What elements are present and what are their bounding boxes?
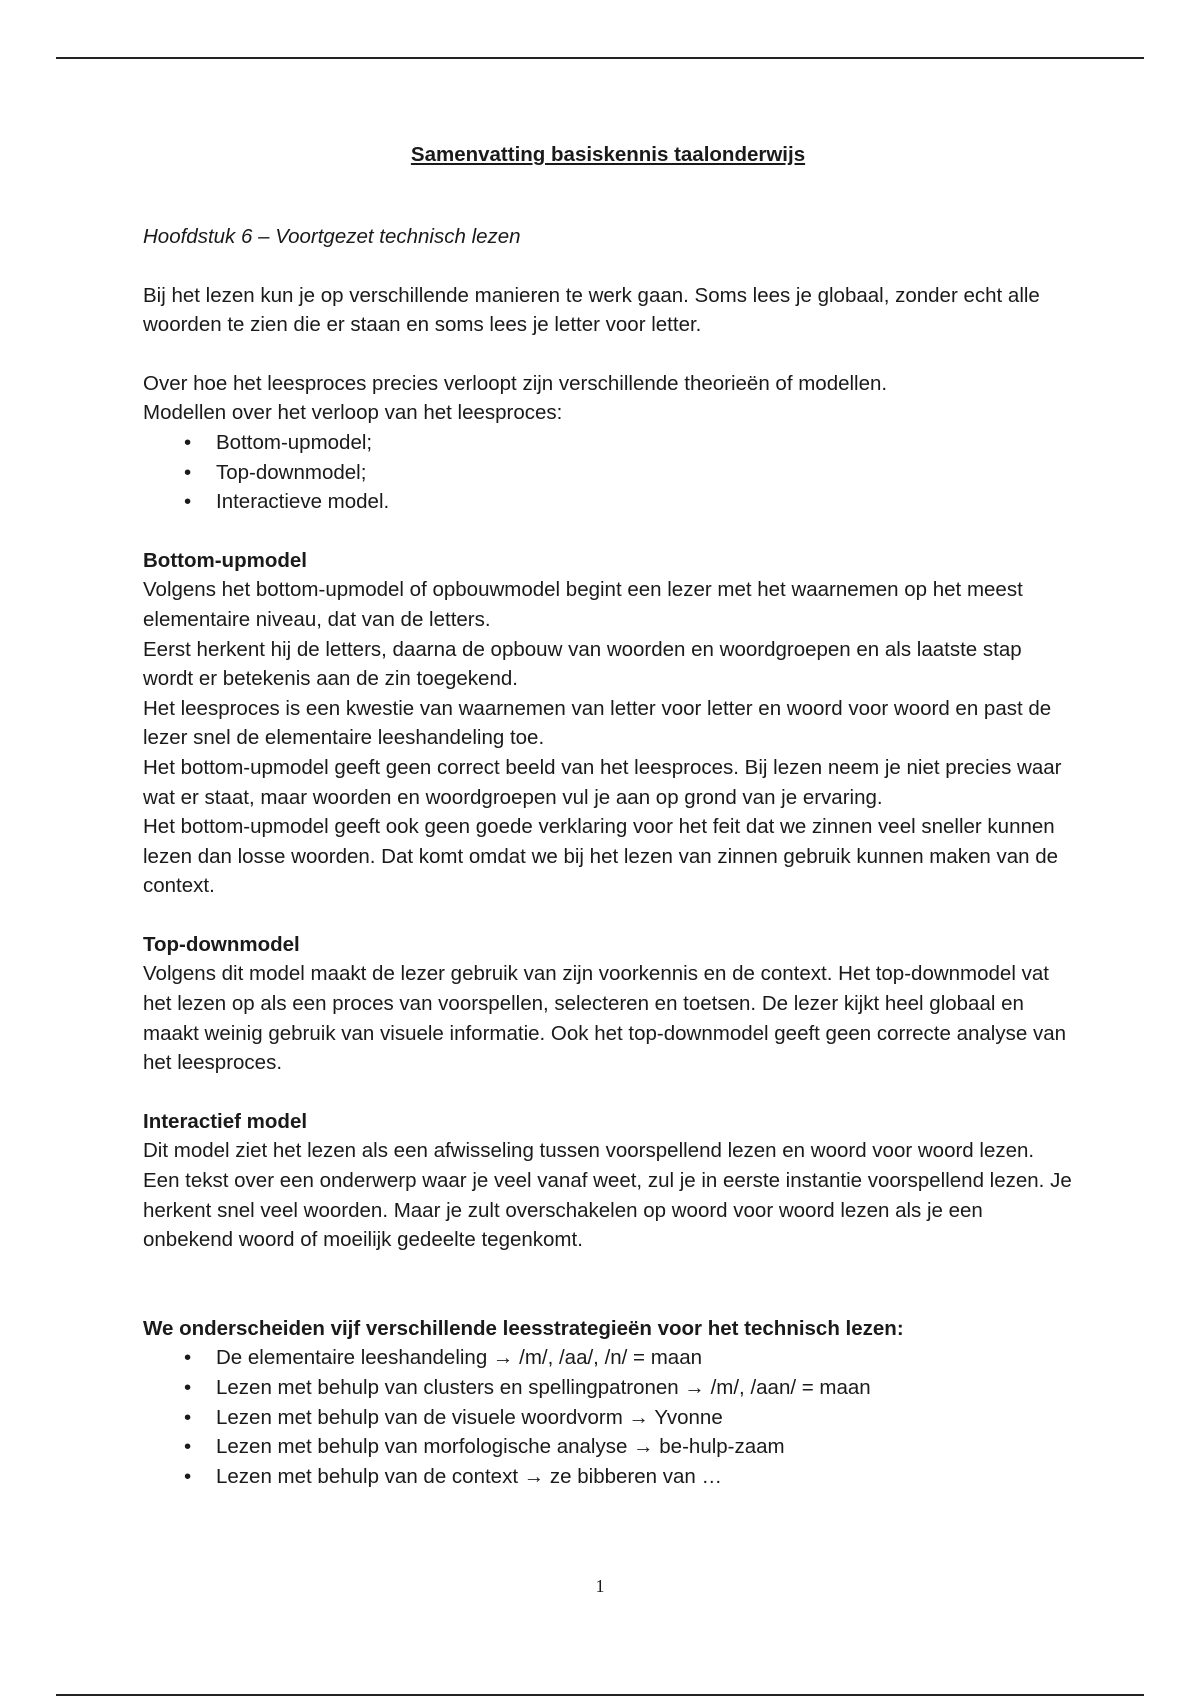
top-down-paragraph: Volgens dit model maakt de lezer gebruik van zijn voorkennis en de context. Het top-downmodel vat het lezen op als een proces van voorspellen, selecteren en toetsen. De lezer kijkt heel globaal en maakt weinig gebruik van visuele informatie. Ook het top-downmodel geeft geen correcte analyse van het leesproces. xyxy=(143,962,1067,1075)
strategies-heading: We onderscheiden vijf verschillende leesstrategieën voor het technisch lezen: xyxy=(143,1316,904,1340)
bottom-up-paragraph: Het bottom-upmodel geeft ook geen goede verklaring voor het feit dat we zinnen veel sneller kunnen lezen dan losse woorden. Dat komt omdat we bij het lezen van zinnen gebruik kunnen maken van de context. xyxy=(143,815,1059,898)
models-intro-line-2: Modellen over het verloop van het leesproces: xyxy=(143,401,563,425)
models-intro-line-1: Over hoe het leesproces precies verloopt zijn verschillende theorieën of modellen. xyxy=(143,371,888,395)
chapter-heading: Hoofdstuk 6 – Voortgezet technisch lezen xyxy=(143,225,521,248)
list-item: • Lezen met behulp van morfologische analyse → be-hulp-zaam xyxy=(143,1432,1073,1462)
bottom-up-paragraph: Het leesproces is een kwestie van waarnemen van letter voor letter en woord voor woord en past de lezer snel de elementaire leeshandeling toe. xyxy=(143,696,1052,750)
list-item: • Lezen met behulp van de context → ze bibberen van … xyxy=(143,1462,1073,1492)
interactive-heading: Interactief model xyxy=(143,1109,308,1133)
list-item: • Bottom-upmodel; xyxy=(143,428,1073,458)
top-rule xyxy=(56,57,1144,59)
bottom-rule xyxy=(56,1694,1144,1696)
intro-paragraph: Bij het lezen kun je op verschillende manieren te werk gaan. Soms lees je globaal, zonder echt alle woorden te zien die er staan en soms lees je letter voor letter. xyxy=(143,283,1040,337)
bottom-up-paragraph: Het bottom-upmodel geeft geen correct beeld van het leesproces. Bij lezen neem je niet precies waar wat er staat, maar woorden en woordgroepen vul je aan op grond van je ervaring. xyxy=(143,755,1062,809)
page-number: 1 xyxy=(595,1576,605,1596)
top-down-heading: Top-downmodel xyxy=(143,932,300,956)
bottom-up-paragraph: Volgens het bottom-upmodel of opbouwmodel begint een lezer met het waarnemen op het meest elementaire niveau, dat van de letters. xyxy=(143,578,1023,631)
document-page xyxy=(143,140,1073,1491)
strategies-list xyxy=(143,1343,1073,1491)
list-item: • Lezen met behulp van clusters en spellingpatronen → /m/, /aan/ = maan xyxy=(143,1373,1073,1403)
list-item: • Top-downmodel; xyxy=(143,458,1073,488)
document-title: Samenvatting basiskennis taalonderwijs xyxy=(410,143,806,166)
bottom-up-heading: Bottom-upmodel xyxy=(143,548,307,572)
list-item: • De elementaire leeshandeling → /m/, /aa/, /n/ = maan xyxy=(143,1343,1073,1373)
interactive-paragraph: Dit model ziet het lezen als een afwisseling tussen voorspellend lezen en woord voor woord lezen. Een tekst over een onderwerp waar je veel vanaf weet, zul je in eerste instantie voorspellend lezen. Je herkent snel veel woorden. Maar je zult overschakelen op woord voor woord lezen als je een onbekend woord of moeilijk gedeelte tegenkomt. xyxy=(143,1139,1072,1252)
models-list xyxy=(143,428,1073,517)
list-item: • Lezen met behulp van de visuele woordvorm → Yvonne xyxy=(143,1403,1073,1433)
bottom-up-paragraph: Eerst herkent hij de letters, daarna de opbouw van woorden en woordgroepen en als laatste stap wordt er betekenis aan de zin toegekend. xyxy=(143,637,1022,691)
list-item: • Interactieve model. xyxy=(143,487,1073,517)
